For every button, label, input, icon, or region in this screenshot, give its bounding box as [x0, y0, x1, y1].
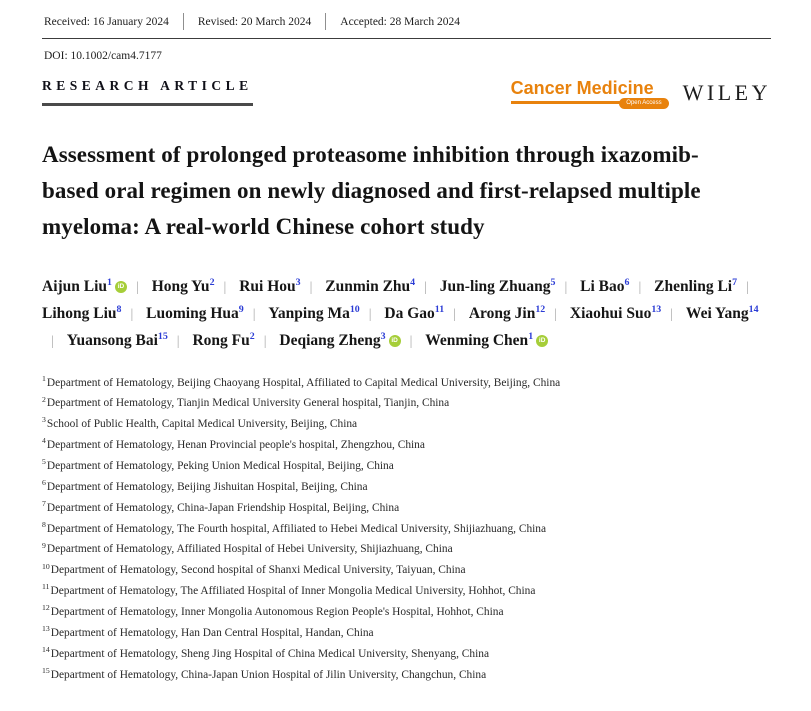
doi-text: DOI: 10.1002/cam4.7177: [44, 50, 162, 62]
affiliation-number: 1: [42, 373, 46, 383]
article-type-label: RESEARCH ARTICLE: [42, 78, 253, 106]
author-separator: |: [564, 280, 568, 296]
author-name: Xiaohui Suo: [569, 305, 652, 323]
affiliation-item: [42, 497, 771, 518]
author-separator: |: [130, 307, 134, 323]
affiliation-number: 11: [42, 582, 50, 592]
affiliation-number: 13: [42, 624, 50, 634]
affiliation-text: Department of Hematology, China-Japan Union Hospital of Jilin University, Changchun, China: [50, 668, 487, 681]
author-affiliation-number: 3: [295, 277, 301, 289]
affiliation-text: Department of Hematology, Beijing Chaoyang Hospital, Affiliated to Capital Medical University, Beijing, China: [46, 376, 561, 389]
affiliation-item: [42, 622, 771, 643]
affiliation-number: 10: [42, 561, 50, 571]
author-separator: |: [309, 280, 313, 296]
affiliation-number: 6: [42, 478, 46, 488]
author-name: Deqiang Zheng: [279, 332, 381, 350]
author-item: [686, 301, 759, 328]
author-item: [425, 328, 548, 355]
affiliation-item: [42, 539, 771, 560]
author-separator: |: [638, 280, 642, 296]
affiliation-number: 4: [42, 436, 46, 446]
article-title: Assessment of prolonged proteasome inhibition through ixazomib-based oral regimen on newly diagnosed and first-relapsed multiple myeloma: A real-world Chinese cohort study: [42, 142, 701, 240]
author-item: [268, 301, 359, 328]
date-separator: [183, 13, 184, 30]
author-name: Jun-ling Zhuang: [439, 278, 551, 296]
affiliation-number: 15: [42, 665, 50, 675]
cancer-medicine-wordmark: Cancer Medicine: [510, 77, 654, 98]
affiliation-list: [42, 372, 771, 685]
author-item: [469, 301, 545, 328]
author-affiliation-number: 12: [535, 304, 546, 316]
affiliation-number: 8: [42, 519, 46, 529]
author-separator: |: [223, 280, 227, 296]
author-name: Da Gao: [384, 305, 435, 323]
affiliation-item: [42, 560, 771, 581]
author-affiliation-number: 15: [157, 330, 168, 342]
affiliation-item: [42, 372, 771, 393]
author-list: [42, 274, 771, 354]
affiliation-number: 9: [42, 540, 46, 550]
affiliation-text: Department of Hematology, The Fourth hospital, Affiliated to Hebei Medical University, Shijiazhuang, China: [46, 522, 547, 535]
accepted-date: Accepted: 28 March 2024: [340, 15, 461, 28]
logo-underline: [511, 100, 663, 107]
brand-row: [42, 78, 771, 106]
affiliation-text: Department of Hematology, Sheng Jing Hospital of China Medical University, Shenyang, China: [50, 647, 489, 660]
affiliation-text: Department of Hematology, Beijing Jishuitan Hospital, Beijing, China: [46, 480, 368, 493]
author-name: Luoming Hua: [146, 305, 239, 323]
orcid-icon[interactable]: iD: [536, 335, 548, 347]
author-item: [42, 301, 121, 328]
affiliation-item: [42, 393, 771, 414]
affiliation-item: [42, 664, 771, 685]
author-affiliation-number: 4: [410, 277, 416, 289]
author-item: [570, 301, 661, 328]
author-separator: |: [176, 334, 180, 350]
author-item: [239, 274, 300, 301]
author-item: [67, 328, 168, 355]
author-item: [325, 274, 415, 301]
affiliation-number: 12: [42, 603, 50, 613]
received-date: Received: 16 January 2024: [44, 15, 169, 28]
author-affiliation-number: 7: [732, 277, 738, 289]
author-affiliation-number: 9: [238, 304, 244, 316]
submission-dates-bar: [42, 10, 771, 39]
wiley-logo: WILEY: [682, 80, 771, 105]
affiliation-text: Department of Hematology, Han Dan Central Hospital, Handan, China: [50, 626, 374, 639]
affiliation-number: 7: [42, 498, 46, 508]
affiliation-item: [42, 601, 771, 622]
affiliation-text: Department of Hematology, Inner Mongolia Autonomous Region People's Hospital, Hohhot, China: [50, 606, 504, 619]
affiliation-text: Department of Hematology, Second hospital of Shanxi Medical University, Taiyuan, China: [50, 564, 466, 577]
author-name: Yuansong Bai: [66, 332, 158, 350]
journal-logos: [511, 79, 771, 106]
author-name: Zhenling Li: [654, 278, 733, 296]
date-separator: [325, 13, 326, 30]
author-affiliation-number: 11: [434, 304, 445, 316]
orcid-icon[interactable]: iD: [115, 281, 127, 293]
affiliation-number: 3: [42, 415, 46, 425]
affiliation-item: [42, 476, 771, 497]
author-item: [384, 301, 444, 328]
author-name: Rui Hou: [239, 278, 296, 296]
author-separator: |: [368, 307, 372, 323]
author-separator: |: [424, 280, 427, 296]
affiliation-item: [42, 413, 771, 434]
author-separator: |: [252, 307, 256, 323]
author-item: [580, 274, 629, 301]
author-affiliation-number: 3: [380, 330, 386, 342]
affiliation-text: Department of Hematology, The Affiliated Hospital of Inner Mongolia Medical University, Hohhot, China: [50, 585, 536, 598]
author-affiliation-number: 10: [349, 304, 360, 316]
cancer-medicine-logo: [510, 77, 663, 107]
affiliation-text: Department of Hematology, China-Japan Friendship Hospital, Beijing, China: [46, 501, 400, 514]
affiliation-item: [42, 643, 771, 664]
author-name: Yanping Ma: [268, 305, 350, 323]
author-name: Wei Yang: [685, 305, 749, 323]
author-separator: |: [670, 307, 674, 323]
orcid-icon[interactable]: iD: [389, 335, 401, 347]
affiliation-number: 14: [42, 644, 50, 654]
author-affiliation-number: 8: [116, 304, 122, 316]
author-name: Hong Yu: [151, 278, 210, 296]
author-item: [192, 328, 254, 355]
revised-date: Revised: 20 March 2024: [197, 15, 312, 28]
affiliation-number: 5: [42, 457, 46, 467]
author-item: [146, 301, 244, 328]
author-name: Zunmin Zhu: [325, 278, 411, 296]
author-affiliation-number: 5: [550, 277, 556, 289]
author-item: [440, 274, 556, 301]
author-affiliation-number: 2: [209, 277, 215, 289]
author-name: Arong Jin: [468, 305, 536, 323]
author-item: [654, 274, 737, 301]
author-item: [42, 274, 127, 301]
author-affiliation-number: 14: [748, 304, 759, 316]
author-affiliation-number: 2: [249, 330, 255, 342]
author-item: [152, 274, 215, 301]
author-name: Wenming Chen: [425, 332, 529, 350]
author-affiliation-number: 1: [528, 330, 534, 342]
affiliation-text: Department of Hematology, Tianjin Medical University General hospital, Tianjin, China: [46, 397, 450, 410]
author-separator: |: [554, 307, 558, 323]
author-affiliation-number: 6: [624, 277, 630, 289]
author-separator: |: [136, 280, 139, 296]
author-name: Aijun Liu: [42, 278, 108, 296]
author-separator: |: [51, 334, 54, 350]
author-affiliation-number: 13: [651, 304, 662, 316]
author-separator: |: [746, 280, 749, 296]
affiliation-text: Department of Hematology, Affiliated Hospital of Hebei University, Shijiazhuang, China: [46, 543, 453, 556]
author-affiliation-number: 1: [107, 277, 112, 289]
affiliation-item: [42, 580, 771, 601]
affiliation-number: 2: [42, 394, 46, 404]
affiliation-text: School of Public Health, Capital Medical University, Beijing, China: [46, 418, 358, 431]
author-item: [279, 328, 400, 355]
open-access-badge: Open Access: [619, 98, 668, 109]
affiliation-item: [42, 455, 771, 476]
author-name: Li Bao: [580, 278, 625, 296]
author-separator: |: [453, 307, 456, 323]
affiliation-text: Department of Hematology, Peking Union Medical Hospital, Beijing, China: [46, 460, 394, 472]
affiliation-item: [42, 434, 771, 455]
affiliation-text: Department of Hematology, Henan Provincial people's hospital, Zhengzhou, China: [46, 439, 425, 452]
author-separator: |: [263, 334, 267, 350]
author-separator: |: [409, 334, 413, 350]
author-name: Rong Fu: [192, 332, 250, 350]
affiliation-item: [42, 518, 771, 539]
author-name: Lihong Liu: [42, 305, 117, 323]
